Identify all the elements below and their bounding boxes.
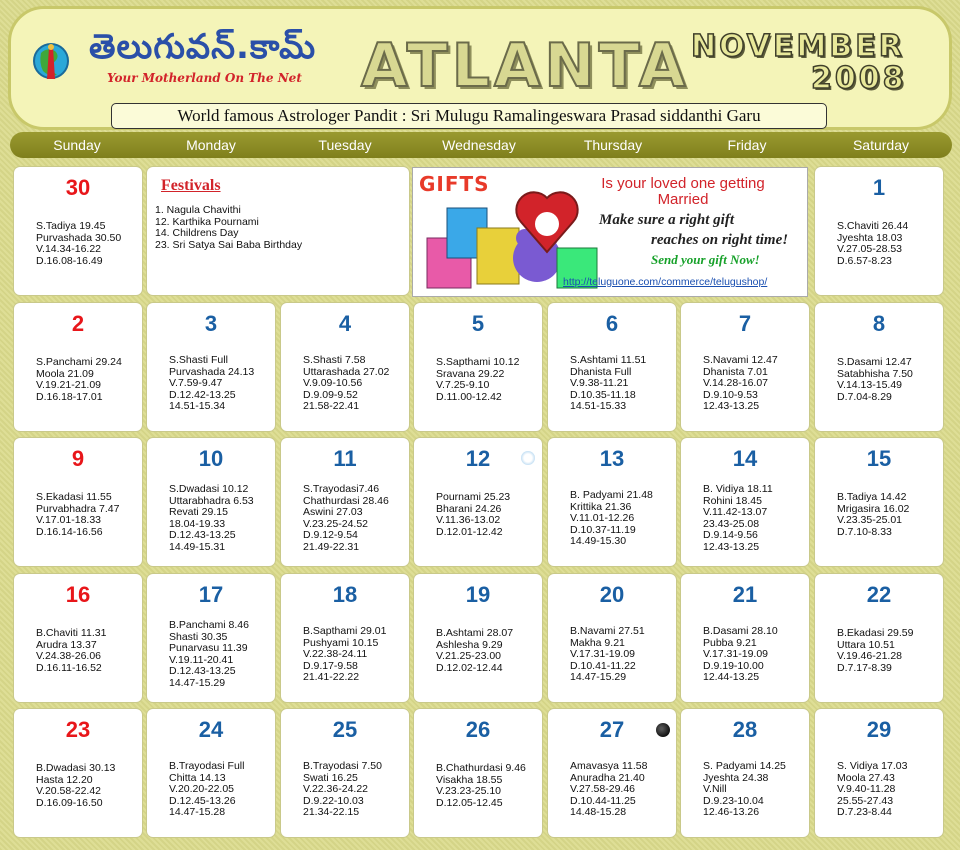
panchang-line: V.9.40-11.28 xyxy=(837,783,896,795)
ad-line-3: reaches on right time! xyxy=(651,232,789,248)
panchang-line: Arudra 13.37 xyxy=(36,638,97,651)
day-cell-8 xyxy=(815,303,943,431)
day-number: 22 xyxy=(866,582,892,607)
day-number: 13 xyxy=(599,446,625,471)
panchang-line: Amavasya 11.58 xyxy=(570,760,648,772)
day-cell-15 xyxy=(815,438,943,566)
panchang-line: Moola 21.09 xyxy=(36,367,94,380)
panchang-line: V.22.36-24.22 xyxy=(303,783,369,795)
day-number: 10 xyxy=(198,446,224,471)
weekday-wednesday: Wednesday xyxy=(442,137,516,153)
day-cell-3 xyxy=(147,303,275,431)
panchang-line: Jyeshta 18.03 xyxy=(837,231,903,244)
panchang-line: D.9.17-9.58 xyxy=(303,659,358,672)
panchang-line: Visakha 18.55 xyxy=(436,773,503,786)
panchang-line: B. Vidiya 18.11 xyxy=(703,483,773,495)
panchang-line: 25.55-27.43 xyxy=(837,794,894,807)
panchang-line: D.7.17-8.39 xyxy=(837,661,892,674)
day-number: 19 xyxy=(465,582,491,607)
panchang-details xyxy=(169,761,244,819)
day-cell-24 xyxy=(147,709,275,837)
panchang-line: Aswini 27.03 xyxy=(303,506,363,518)
day-cell-18 xyxy=(281,574,409,702)
panchang-line: Ashlesha 9.29 xyxy=(436,638,503,651)
panchang-line: D.12.05-12.45 xyxy=(436,796,503,809)
panchang-line: D.11.00-12.42 xyxy=(436,390,502,403)
panchang-line: B.Ekadasi 29.59 xyxy=(837,627,914,639)
day-cell-21 xyxy=(681,574,809,702)
panchang-line: 12.46-13.26 xyxy=(703,806,760,818)
panchang-line: S.Dasami 12.47 xyxy=(837,356,912,368)
panchang-line: 21.58-22.41 xyxy=(303,400,360,412)
panchang-details xyxy=(837,357,913,403)
panchang-line: Hasta 12.20 xyxy=(36,773,93,786)
panchang-line: D.9.19-10.00 xyxy=(703,659,764,672)
panchang-details xyxy=(570,761,647,819)
panchang-line: V.23.23-25.10 xyxy=(436,785,502,797)
panchang-line: V.9.38-11.21 xyxy=(570,377,629,389)
day-number: 24 xyxy=(198,717,224,742)
panchang-line: V.19.46-21.28 xyxy=(837,650,903,662)
ad-line-2: Make sure a right gift xyxy=(599,212,735,228)
panchang-line: V.19.11-20.41 xyxy=(169,653,234,666)
panchang-line: B. Padyami 21.48 xyxy=(570,489,653,501)
panchang-line: V.24.38-26.06 xyxy=(36,650,102,662)
panchang-line: D.10.44-11.25 xyxy=(570,794,636,807)
panchang-line: B.Dasami 28.10 xyxy=(703,625,778,637)
festival-item: 1. Nagula Chavithi xyxy=(155,204,241,216)
day-cell-5 xyxy=(414,303,542,431)
panchang-details xyxy=(436,763,526,809)
panchang-line: V.Nill xyxy=(703,783,727,795)
panchang-line: D.9.09-9.52 xyxy=(303,388,358,401)
panchang-details xyxy=(837,221,908,267)
panchang-line: Purvashada 30.50 xyxy=(36,231,122,244)
panchang-line: D.12.02-12.44 xyxy=(436,661,503,674)
weekday-thursday: Thursday xyxy=(583,137,643,153)
panchang-line: S.Sapthami 10.12 xyxy=(436,356,520,368)
panchang-line: Bharani 24.26 xyxy=(436,502,502,515)
panchang-line: V.11.42-13.07 xyxy=(703,506,768,518)
month-title: NOVEMBER xyxy=(691,29,905,64)
panchang-line: S. Padyami 14.25 xyxy=(703,760,786,772)
panchang-details xyxy=(570,626,645,684)
day-cell-6 xyxy=(548,303,676,431)
panchang-details xyxy=(303,355,389,413)
logo-text[interactable]: తెలుగువన్.కామ్ xyxy=(89,27,317,67)
panchang-details xyxy=(36,763,115,809)
logo-tagline: Your Motherland On The Net xyxy=(107,71,302,85)
weekday-monday: Monday xyxy=(186,137,236,153)
day-number: 27 xyxy=(599,717,625,742)
new-moon-icon xyxy=(656,723,670,737)
panchang-line: S.Navami 12.47 xyxy=(703,354,778,366)
day-number: 14 xyxy=(732,446,758,471)
panchang-line: Chathurdasi 28.46 xyxy=(303,494,389,507)
panchang-line: 14.51-15.34 xyxy=(169,400,226,412)
panchang-line: Purvashada 24.13 xyxy=(169,365,255,378)
panchang-line: Revati 29.15 xyxy=(169,506,228,518)
panchang-line: D.12.01-12.42 xyxy=(436,525,503,538)
panchang-line: B.Dwadasi 30.13 xyxy=(36,762,116,774)
day-cell-2 xyxy=(14,303,142,431)
day-number: 6 xyxy=(605,311,619,336)
panchang-line: V.17.01-18.33 xyxy=(36,514,102,526)
panchang-line: V.11.01-12.26 xyxy=(570,512,635,524)
panchang-line: D.9.14-9.56 xyxy=(703,529,758,541)
day-cell-11 xyxy=(281,438,409,566)
panchang-details xyxy=(837,492,909,538)
panchang-details xyxy=(703,355,778,413)
weekday-tuesday: Tuesday xyxy=(318,137,372,153)
panchang-line: 23.43-25.08 xyxy=(703,517,760,530)
day-cell-9 xyxy=(14,438,142,566)
festival-item: 12. Karthika Pournami xyxy=(155,215,259,228)
panchang-line: Mrigasira 16.02 xyxy=(837,502,910,515)
panchang-line: 14.47-15.28 xyxy=(169,806,226,818)
panchang-line: D.7.04-8.29 xyxy=(837,390,892,403)
weekday-saturday: Saturday xyxy=(852,137,910,153)
panchang-line: 12.43-13.25 xyxy=(703,400,760,412)
panchang-line: 14.47-15.29 xyxy=(169,676,226,689)
weekday-friday: Friday xyxy=(727,137,767,153)
day-cell-30 xyxy=(14,167,142,295)
panchang-line: Chitta 14.13 xyxy=(169,771,226,784)
panchang-line: D.16.18-17.01 xyxy=(36,390,103,403)
panchang-line: D.10.41-11.22 xyxy=(570,659,636,672)
day-number: 26 xyxy=(465,717,491,742)
panchang-line: B.Ashtami 28.07 xyxy=(436,627,514,639)
panchang-details xyxy=(303,626,386,684)
panchang-line: V.20.20-22.05 xyxy=(169,783,235,795)
panchang-details xyxy=(303,484,389,553)
panchang-details xyxy=(837,761,907,819)
panchang-line: Satabhisha 7.50 xyxy=(837,367,913,380)
day-cell-1 xyxy=(815,167,943,295)
day-number: 23 xyxy=(65,717,91,742)
panchang-line: S. Vidiya 17.03 xyxy=(837,760,908,772)
ad-headline xyxy=(583,176,783,208)
day-cell-22 xyxy=(815,574,943,702)
day-number: 25 xyxy=(332,717,358,742)
panchang-line: Shasti 30.35 xyxy=(169,630,228,643)
panchang-line: Krittika 21.36 xyxy=(570,500,632,513)
ad-headline-line2: Married xyxy=(657,191,709,208)
panchang-line: Rohini 18.45 xyxy=(703,494,762,507)
panchang-line: 21.34-22.15 xyxy=(303,806,360,818)
panchang-details xyxy=(436,628,513,674)
panchang-details xyxy=(837,628,913,674)
day-cell-13 xyxy=(548,438,676,566)
year-title: 2008 xyxy=(811,61,907,96)
day-number: 30 xyxy=(65,175,91,200)
panchang-details xyxy=(703,626,778,684)
day-cell-23 xyxy=(14,709,142,837)
day-number: 16 xyxy=(65,582,91,607)
panchang-line: S.Trayodasi7.46 xyxy=(303,483,380,495)
day-number: 18 xyxy=(332,582,358,607)
panchang-line: S.Chaviti 26.44 xyxy=(837,220,909,232)
panchang-line: V.23.25-24.52 xyxy=(303,517,369,530)
panchang-line: D.12.45-13.26 xyxy=(169,794,236,807)
day-number: 12 xyxy=(465,446,491,471)
ad-gifts-label: GIFTS xyxy=(419,172,490,196)
panchang-line: D.7.10-8.33 xyxy=(837,525,892,538)
day-number: 5 xyxy=(471,311,485,336)
weekday-sunday: Sunday xyxy=(53,137,101,153)
panchang-details xyxy=(36,221,121,267)
day-number: 9 xyxy=(71,446,85,471)
day-number: 1 xyxy=(872,175,886,200)
day-number: 11 xyxy=(333,446,357,471)
panchang-line: D.12.43-13.25 xyxy=(169,665,236,677)
panchang-line: Sravana 29.22 xyxy=(436,367,505,380)
weekday-header xyxy=(10,132,952,158)
day-cell-16 xyxy=(14,574,142,702)
panchang-line: Makha 9.21 xyxy=(570,636,625,649)
panchang-line: S.Ashtami 11.51 xyxy=(570,354,647,366)
panchang-line: 21.49-22.31 xyxy=(303,540,360,553)
panchang-line: V.23.35-25.01 xyxy=(837,514,903,526)
festival-item: 23. Sri Satya Sai Baba Birthday xyxy=(155,238,303,251)
panchang-line: S.Shasti Full xyxy=(169,354,228,366)
panchang-line: 18.04-19.33 xyxy=(169,517,226,530)
full-moon-icon xyxy=(521,451,535,465)
day-number: 4 xyxy=(338,311,352,336)
day-number: 28 xyxy=(732,717,758,742)
day-cell-10 xyxy=(147,438,275,566)
panchang-details xyxy=(169,355,254,413)
day-cell-29 xyxy=(815,709,943,837)
panchang-line: V.11.36-13.02 xyxy=(436,514,501,526)
panchang-line: S.Ekadasi 11.55 xyxy=(36,491,112,503)
panchang-line: Moola 27.43 xyxy=(837,771,895,784)
day-number: 29 xyxy=(866,717,892,742)
panchang-line: V.17.31-19.09 xyxy=(570,648,636,660)
panchang-details xyxy=(570,355,646,413)
panchang-line: V.7.59-9.47 xyxy=(169,377,223,389)
panchang-line: V.27.58-29.46 xyxy=(570,783,636,795)
panchang-line: D.16.14-16.56 xyxy=(36,525,103,538)
panchang-line: V.14.28-16.07 xyxy=(703,377,769,389)
panchang-line: 14.51-15.33 xyxy=(570,400,627,412)
day-cell-28 xyxy=(681,709,809,837)
header-panel xyxy=(8,6,952,130)
panchang-line: Pournami 25.23 xyxy=(436,491,511,503)
panchang-details xyxy=(169,484,254,553)
day-number: 3 xyxy=(204,311,218,336)
panchang-line: B.Chaviti 11.31 xyxy=(36,627,107,639)
logo-globe-icon[interactable] xyxy=(31,39,71,89)
festivals-list xyxy=(155,205,302,251)
panchang-details xyxy=(703,484,773,553)
panchang-line: 21.41-22.22 xyxy=(303,671,360,683)
day-number: 8 xyxy=(872,311,886,336)
panchang-line: B.Chathurdasi 9.46 xyxy=(436,762,526,774)
day-cell-20 xyxy=(548,574,676,702)
panchang-line: V.14.13-15.49 xyxy=(837,379,903,391)
panchang-line: V.9.09-10.56 xyxy=(303,377,363,389)
panchang-details xyxy=(703,761,786,819)
panchang-line: Anuradha 21.40 xyxy=(570,771,645,784)
heart-ornament-icon xyxy=(515,182,579,256)
day-cell-17 xyxy=(147,574,275,702)
panchang-line: Swati 16.25 xyxy=(303,771,358,784)
day-number: 2 xyxy=(71,311,85,336)
day-cell-4 xyxy=(281,303,409,431)
panchang-details xyxy=(36,492,119,538)
panchang-line: Uttara 10.51 xyxy=(837,638,895,651)
panchang-details xyxy=(169,620,249,689)
gift-ad-banner[interactable] xyxy=(412,167,808,297)
panchang-line: D.9.10-9.53 xyxy=(703,388,758,401)
day-cell-26 xyxy=(414,709,542,837)
panchang-line: V.19.21-21.09 xyxy=(36,379,102,391)
panchang-details xyxy=(436,492,510,538)
day-number: 17 xyxy=(198,582,224,607)
panchang-line: D.12.43-13.25 xyxy=(169,529,236,541)
panchang-line: B.Trayodasi Full xyxy=(169,760,245,772)
panchang-line: Jyeshta 24.38 xyxy=(703,771,769,784)
panchang-line: V.17.31-19.09 xyxy=(703,648,769,660)
panchang-line: V.14.34-16.22 xyxy=(36,243,102,255)
panchang-line: V.21.25-23.00 xyxy=(436,650,502,662)
day-number: 15 xyxy=(866,446,892,471)
panchang-line: D.16.08-16.49 xyxy=(36,254,103,267)
panchang-line: S.Dwadasi 10.12 xyxy=(169,483,249,495)
festivals-box xyxy=(147,167,409,295)
panchang-details xyxy=(570,490,653,548)
panchang-line: Pubba 9.21 xyxy=(703,636,757,649)
panchang-line: Pushyami 10.15 xyxy=(303,636,379,649)
panchang-line: Purvabhadra 7.47 xyxy=(36,502,120,515)
panchang-line: V.27.05-28.53 xyxy=(837,243,903,255)
panchang-line: D.16.09-16.50 xyxy=(36,796,103,809)
panchang-line: 14.48-15.28 xyxy=(570,806,627,818)
day-number: 20 xyxy=(599,582,625,607)
panchang-line: Dhanista 7.01 xyxy=(703,365,768,378)
panchang-line: Uttarashada 27.02 xyxy=(303,365,390,378)
panchang-line: B.Tadiya 14.42 xyxy=(837,491,907,503)
panchang-line: V.22.38-24.11 xyxy=(303,648,368,660)
day-cell-7 xyxy=(681,303,809,431)
panchang-line: D.9.22-10.03 xyxy=(303,794,364,807)
panchang-line: D.10.35-11.18 xyxy=(570,388,636,401)
panchang-line: D.12.42-13.25 xyxy=(169,388,236,401)
panchang-line: Uttarabhadra 6.53 xyxy=(169,494,254,507)
panchang-line: D.16.11-16.52 xyxy=(36,661,102,674)
panchang-line: Punarvasu 11.39 xyxy=(169,642,248,654)
festival-item: 14. Childrens Day xyxy=(155,227,239,239)
panchang-line: S.Tadiya 19.45 xyxy=(36,220,106,232)
panchang-line: S.Shasti 7.58 xyxy=(303,354,366,366)
panchang-line: B.Panchami 8.46 xyxy=(169,619,249,631)
panchang-line: B.Trayodasi 7.50 xyxy=(303,760,382,772)
day-cell-25 xyxy=(281,709,409,837)
ad-headline-line1: Is your loved one getting xyxy=(601,175,765,192)
panchang-line: D.10.37-11.19 xyxy=(570,523,636,536)
panchang-details xyxy=(436,357,519,403)
day-number: 21 xyxy=(732,582,758,607)
panchang-line: S.Panchami 29.24 xyxy=(36,356,122,368)
day-number: 7 xyxy=(738,311,752,336)
astrologer-banner: World famous Astrologer Pandit : Sri Mulugu Ramalingeswara Prasad siddanthi Garu xyxy=(111,103,827,129)
panchang-line: D.6.57-8.23 xyxy=(837,254,892,267)
day-cell-19 xyxy=(414,574,542,702)
panchang-line: 14.47-15.29 xyxy=(570,671,627,683)
ad-cta[interactable]: Send your gift Now! xyxy=(651,252,760,267)
ad-url-link[interactable]: http://teluguone.com/commerce/telugushop/ xyxy=(563,276,768,288)
panchang-line: 14.49-15.31 xyxy=(169,540,226,553)
panchang-line: 14.49-15.30 xyxy=(570,535,627,547)
panchang-line: D.9.12-9.54 xyxy=(303,529,358,541)
panchang-line: D.7.23-8.44 xyxy=(837,806,892,818)
panchang-line: Dhanista Full xyxy=(570,365,632,378)
panchang-line: B.Sapthami 29.01 xyxy=(303,625,387,637)
panchang-line: D.9.23-10.04 xyxy=(703,794,764,807)
day-cell-14 xyxy=(681,438,809,566)
panchang-details xyxy=(36,628,106,674)
panchang-details xyxy=(303,761,382,819)
panchang-line: 12.44-13.25 xyxy=(703,671,760,683)
panchang-line: B.Navami 27.51 xyxy=(570,625,645,637)
festivals-title: Festivals xyxy=(161,177,221,194)
city-title: ATLANTA xyxy=(361,31,690,101)
panchang-details xyxy=(36,357,122,403)
panchang-line: V.20.58-22.42 xyxy=(36,785,102,797)
panchang-line: 12.43-13.25 xyxy=(703,540,760,553)
panchang-line: V.7.25-9.10 xyxy=(436,379,490,391)
